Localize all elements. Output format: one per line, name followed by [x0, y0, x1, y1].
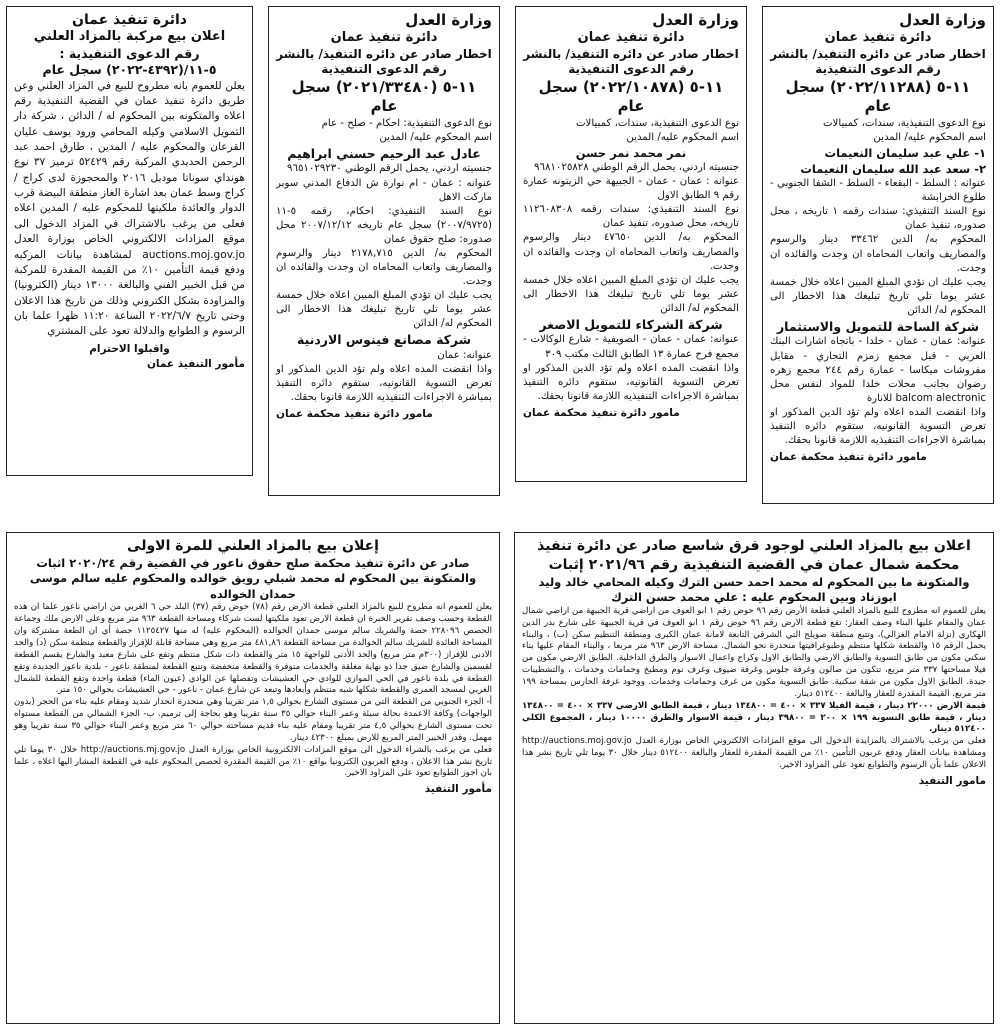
warning-text: واذا انقضت المده اعلاه ولم تؤد الدين المذكور او تعرض التسوية القانونيه، ستقوم دائره التنفيذ بمباشرة الاجراءات التنفيذيه اللازمة قانونا بحقك. — [770, 406, 986, 446]
case-type: نوع الدعوى التنفيذية، سندات، كمبيالات — [575, 117, 739, 129]
notice-land-auction-naour — [6, 532, 500, 1024]
warning-text: واذا انقضت المده اعلاه ولم تؤد الدين المذكور او تعرض التسوية القانونيه، ستقوم دائره التنفيذ بمباشرة الاجراءات التنفيذيه اللازمة قانونا بحقك. — [523, 362, 739, 402]
department-name: دائرة تنفيذ عمان — [72, 12, 187, 28]
judgment-amount: المحكوم به/ الدين ٢١٧٨,٧١٥ دينار والرسوم والمصاريف واتعاب المحاماه ان وجدت والفائده ان وجدت. — [276, 247, 493, 288]
ministry-title: وزارة العدل — [405, 11, 492, 29]
defendant-label: اسم المحكوم عليه/ المدين — [626, 131, 739, 143]
payment-instruction: يجب عليك ان تؤدي المبلغ المبين اعلاه خلال خمسة عشر يوما تلي تاريخ تبليغك هذا الاخطار الى المحكوم له/ الدائن — [523, 274, 739, 314]
notice-body-2: أ- الجزء الجنوبي من القطعة التي من مستوى الشارع بحوالي ١,٥ متر تقريبا وهي منحدرة انحدار شديد ومقام عليه بناء من الحجر (بدون الواجهات) وكافة الاعمدة بحالة سيئة وعمر البناء حوالي ٣٥ سنة تقريبا وهو بحاجة إلى ترميم. ب- الجزء الشمالي من القطعة مستواه تحت مستوى الشارع بحوالي ٤,٥ متر تقريبا ومقام عليه بناء قديم مساحته حوالي ٦٠ متر مربع وعمر البناء حوالي ٣٥ سنة تقريبا وهو مهمل. وقدر الخبير المتر المربع للارض بمبلغ ٤٢٣٠٠ دينار. — [14, 697, 493, 743]
case-number: رقم الدعوى التنفيذية : ٥-١١/(٤٣٩٢-٢٠٢٢) سجل عام — [42, 46, 217, 78]
creditor-address: عنوانه: عمان — [437, 349, 492, 361]
department-name: دائرة تنفيذ عمان — [577, 29, 685, 45]
defendant-label: اسم المحكوم عليه/ المدين — [379, 131, 492, 143]
defendant-label: اسم المحكوم عليه/ المدين — [873, 131, 986, 143]
ministry-title: وزارة العدل — [652, 11, 739, 29]
creditor-name: شركة الساحة للتمويل والاستثمار — [776, 318, 980, 334]
parties-text: والمتكونة ما بين المحكوم له محمد احمد حسن الترك وكيله المحامي خالد وليد ابوزناد وبين المحكوم عليه : علي محمد حسن الترك — [538, 574, 970, 605]
case-number: ١١-٥ (٢٠٢٢/١١٢٨٨) سجل عام — [785, 77, 971, 116]
document-type: نوع السند التنفيذي: سندات رقمه ١ تاريخه ، محل صدوره، تنفيذ عمان — [770, 206, 986, 232]
notice-body: يعلن للعموم بانه مطروح للبيع في المزاد العلني وعن طريق دائرة تنفيذ عمان في القضية التنفيذية رقم اعلاه والمتكونه بين المحكوم له / الدائن ، شركة دار التمويل الاسلامي وكيله المحامي ورود يوسف عليان القرعان والمحكوم عليه / المدين ، طارق احمد عبد الرحمن الحديدي المركبة رقم ٥٢٤٢٩ ترميز ٣٧ نوع هونداي سوناتا موديل ٢٠١٦ والمحجوزة لدى كراج / كراج وسط عمان بعد اشارة الغاز منطقة البيضة قرب الدوار والعائدة ملكيتها للمحكوم عليه / المدين اعلاه فعلى من يرغب بالاشتراك في المزاد الدخول الى موقع المزادات الالكتروني الخاص بوزارة العدل auctions.moj.gov.jo لمشاهدة بيانات المركبه ودفع قيمة التأمين ١٠٪ من القيمة المقدرة للمركبة من قبل الخبير الفني والبالغة ١٣٠٠٠ دينار (الكترونيا) والمزاودة بشكل الكتروني وذلك من تاريخ هذا الاعلان وحتى تاريخ ٢٠٢٢/٦/٧ الساعة ١١:٢٠ ظهرا علما بان الرسوم و الطوابع والدلالة تعود على المشتري — [14, 79, 246, 338]
defendant-name-1: نمر محمد نمر حسن — [575, 145, 687, 160]
notice-title: اخطار صادر عن دائره التنفيذ/ بالنشر — [770, 46, 986, 61]
closing-text: واقبلوا الاحترام — [89, 342, 170, 355]
defendant-nationality: جنسيته اردني، يحمل الرقم الوطني ٩٦٥١٠٢٩٢٣٠ — [287, 163, 492, 175]
defendant-name-1: ١- علي عبد سليمان النعيمات — [824, 145, 986, 160]
notice-footer: مامور التنفيذ — [918, 774, 986, 787]
notice-vehicle-auction — [6, 6, 253, 476]
document-type: نوع السند التنفيذي: سندات رقمه ١١٢٦٠٨٣٠٨ تاريخه، محل صدوره، تنفيذ عمان — [523, 204, 739, 230]
notice-footer: مامور دائرة تنفيذ محكمة عمان — [523, 406, 680, 419]
creditor-name: شركة الشركاء للتمويل الاصغر — [539, 316, 723, 332]
creditor-name: شركة مصانع فينوس الاردنية — [296, 332, 471, 348]
defendant-nationality: جنسيته اردني، يحمل الرقم الوطني ٩٦٨١٠٢٥٨٢٨ — [534, 162, 739, 174]
notice-footer: مأمور التنفيذ — [424, 783, 492, 796]
creditor-address: عنوانه: عمان - عمان - الصويفية - شارع الوكالات - مجمع فرح عمارة ١٣ الطابق الثالث مكتب ٣٠٩ — [523, 334, 739, 360]
case-number: ١١-٥ (٢٠٢١/٣٣٤٨٠) سجل عام — [291, 77, 477, 116]
ministry-title: وزارة العدل — [899, 11, 986, 29]
notice-body: يعلن للعموم انه مطروح للبيع بالمزاد العلني قطعة الارض رقم (٧٨) حوض رقم (٣٧) البلد حي ٦ الغربي من اراضي ناعور علما ان هذه القطعة وحسب وصف تقرير الخبرة ان قطعة الارض تعود ملكيتها لست شركاء ومساحة القطعة ٩٦٣ متر مربع وعلى الارض ملك وجماعة الحصص ٢٢٨٠٩٦ حصة والشريك سالم موسى حمدان الخوالده (المحكوم عليه) له منها ١١٢٥٤٢٧ حصة أي ان الطعة مشتركة وان المساحة العائدة للشريك سالم الخوالدة من مساحة القطعة ٤٨١,٨٦ متر مربع وهي مساحة قابلة للإفراز والقطعة منظمة سكن (د) والحد الادنى للإفراز (٣٠٠م متر مربع) والحد الأدنى للواجهة ١٥ متر والقطعة ذات شكل منتظم وتقع على شارع معبد والشارع يقسم القطعة لقسمين والشارع ضيق جدا ذو نهاية مغلقة والخدمات متوفرة والقطعة منخفضة وتتبع القطعة لمنطقة ناعور - بلدية ناعور الجديدة وتقع القطعة في بلدة ناعور في الحي الموازي للوادي حي العشيشات وتفصلها عن الوادي (عيون الماء) قطعة واحدة وتقع القطعة للشمال الغربي لمسجد العمري والقطعة شكلها شبه منتظم وأبعادها وتبعد عن شارع عمان - ناعور - حي العشيشات بحوالي ١٥٠ متر. — [14, 602, 493, 696]
notice-subtitle: صادر عن دائرة تنفيذ محكمة صلح حقوق ناعور في القضية رقم ٢٠٢٠/٢٤ اثبات — [36, 555, 470, 570]
defendant-address: عنوانه : عمان - عمان - الجبيهة حي الزيتونه عمارة رقم ٩ الطابق الاول — [523, 176, 739, 202]
department-name: دائرة تنفيذ عمان — [824, 29, 932, 45]
notice-footer: مامور دائرة تنفيذ محكمة عمان — [770, 451, 927, 464]
valuation-text: قيمة الارض ٢٢٠٠٠ دينار ، قيمة الفيلا ٣٣٧ × ٤٠٠ = ١٣٤٨٠٠ دينار ، قيمة الطابق الارضي ٣٣٧ × ٤٠٠ = ١٣٤٨٠٠ دينار ، قيمة طابق التسوية ١٩٩ × ٢٠٠ = ٣٩٨٠٠ دينار ، قيمة الاسوار والطرق ١٠٠٠٠ دينار ، المجموع الكلي ٥١٢٤٠٠ دينار. — [522, 700, 987, 735]
notice-title: إعلان بيع بالمزاد العلني للمرة الاولى — [127, 538, 379, 554]
payment-instruction: يجب عليك ان تؤدي المبلغ المبين اعلاه خلال خمسة عشر يوما تلي تاريخ تبليغك هذا الاخطار الى المحكوم له/ الدائن — [770, 276, 986, 316]
notice-footer: مامور دائرة تنفيذ محكمة عمان — [276, 408, 433, 421]
document-type: نوع السند التنفيذي: احكام، رقمه ٥-١١ (٢٠٠٧/٩٧٢٥) سجل عام تاريخه ٢٠٠٧/١٢/١٢ محل صدوره: صلح حقوق عمان — [276, 205, 492, 245]
creditor-address: عنوانه: عمان - عمان - خلدا - باتجاه اشارات البنك العربي - قبل مجمع زمزم التجاري - مقابل مفروشات ميكاسا - عمارة رقم ٢٤٤ مجمع زهره رضوان بجانب محلات خلدا للمواد لنفس محل balcom alectronic للانارة — [770, 336, 986, 404]
case-number: ١١-٥ (٢٠٢٢/١٠٨٧٨) سجل عام — [538, 77, 724, 116]
case-label: رقم الدعوى التنفيذية — [321, 62, 447, 77]
warning-text: واذا انقضت المده اعلاه ولم تؤد الدين المذكور او تعرض التسوية القانونيه، ستقوم دائره التنفيذ بمباشرة الاجراءات التنفيذيه اللازمة قانونا بحقك. — [276, 364, 492, 404]
payment-instruction: يجب عليك ان تؤدي المبلغ المبين اعلاه خلال خمسة عشر يوما تلي تاريخ تبليغك هذا الاخطار الى المحكوم له/ الدائن — [276, 290, 492, 330]
auction-conditions: فعلى من يرغب بالشراء الدخول الى موقع المزادات الالكترونية الخاص بوزارة العدل http://auctions.mj.gov.jo خلال ٣٠ يوما تلي تاريخ نشر هذا الاعلان ، ودفع العربون الكترونيا بواقع ١٠٪ من القيمة المقدرة لحصص المحكوم عليه في القطعة المشار اليها اعلاه ، علما بان اجور الطوابع تعود على المزاود الاخير. — [14, 744, 493, 779]
case-label: رقم الدعوى التنفيذية — [568, 62, 694, 77]
department-name: دائرة تنفيذ عمان — [330, 29, 438, 45]
judgment-amount: المحكوم به/ الدين ٣٣٤٦٢ دينار والرسوم والمصاريف واتعاب المحاماه ان وجدت والفائده ان وجدت. — [770, 234, 986, 274]
defendant-address: عنوانه : عمان - ام نوارة ش الدفاع المدني سوبر ماركت الاهل — [276, 177, 492, 203]
case-label: رقم الدعوى التنفيذية — [815, 62, 941, 77]
notice-land-auction-north-amman — [514, 532, 994, 1024]
notice-execution-10878 — [515, 6, 747, 482]
notice-title: اعلان بيع مركبة بالمزاد العلني — [33, 29, 226, 45]
defendant-name-2: ٢- سعد عبد الله سليمان النعيمات — [800, 162, 986, 177]
judgment-amount: المحكوم به/ الدين ٤٧٦٥٠ دينار والرسوم والمصاريف واتعاب المحاماه ان وجدت والفائده ان وجدت. — [523, 232, 739, 272]
parties-text: والمتكونة بين المحكوم له محمد شبلي رويق خوالده والمحكوم عليه سالم موسى حمدان الخوالده — [29, 571, 477, 601]
notice-body: يعلن للعموم انه مطروح للبيع بالمزاد العلني قطعة الأرض رقم ٩٦ حوض رقم ١ ابو العوف من اراضي قرية الجبيهة من اراضي شمال عمان والمقام عليها البناء وصف العقار: تقع قطعة الارض رقم ٩٦ حوض رقم ١ ابو العوف في قرية الجبيهة على شارع بدر الدين الهكاري (نزلة الامام الغزالي)، وتتبع منطقة صويلح التي الشرقي التابعة لامانة عمان الكبرى ومنطقة التنظيم سكن (ب) ، والبناء يحمل الرقم ١٥ والقطعة شكلها منتظم وطبوغرافيتها منحدرة نحو الشمال. مساحة الارض ٩٦٣ متر مربعا ، والبناء المقام عليها بناء سكني مكون من طابق التسوية والطابق الارضي والطابق الاول وكراج واعمال الاسوار والطرق الداخلية. الطابق الارضي مكون من فيلا مساحتها ٣٣٧ متر مربع، تتكون من صالون وغرفة جلوس وغرفة ضيوف وغرف نوم ومطبخ وحمامات وخدمات ، والتشطيبات جيدة. الطابق الاول مكون من شقة سكنية. طابق التسوية مكون من غرف وحمامات وخدمات. ووجود غرفة الحارس بمساحة ١٩٩ متر مربع. القيمة المقدرة للعقار والبالغة ٥١٢٤٠٠ دينار. — [522, 605, 986, 699]
notice-title: اخطار صادر عن دائره التنفيذ/ بالنشر — [276, 46, 492, 61]
auction-conditions: فعلى من يرغب بالاشتراك بالمزايدة الدخول الى موقع المزادات الالكتروني الخاص بوزارة العدل http://auctions.moj.gov.jo ومشاهدة بيانات العقار ودفع عربون التأمين ١٠٪ من القيمة المقدرة للعقار والبالغة ٥١٢٤٠٠ دينار خلال ٣٠ يوما تلي تاريخ نشر هذا الاعلان علما بأن الرسوم والطوابع تعود على المزاود الاخير. — [522, 736, 986, 770]
notice-execution-11288 — [762, 6, 994, 504]
case-type: نوع الدعوى التنفيذية: احكام - صلح - عام — [321, 117, 492, 129]
defendant-name-1: عادل عبد الرحيم حسني ابراهيم — [287, 145, 481, 161]
notice-footer: مأمور التنفيذ عمان — [146, 357, 245, 370]
case-type: نوع الدعوى التنفيذية، سندات، كمبيالات — [822, 117, 986, 129]
notice-execution-33480 — [268, 6, 500, 496]
notice-title: اعلان بيع بالمزاد العلني لوجود فرق شاسع صادر عن دائرة تنفيذ محكمة شمال عمان في القضية التنفيذية رقم ٢٠٢١/٩٦ إثبات — [537, 538, 971, 573]
notice-title: اخطار صادر عن دائره التنفيذ/ بالنشر — [523, 46, 739, 61]
defendant-address: عنوانه : السلط - البقعاء - السلط - الشفا الجنوبي - طلوع الخرابشة — [770, 178, 986, 204]
